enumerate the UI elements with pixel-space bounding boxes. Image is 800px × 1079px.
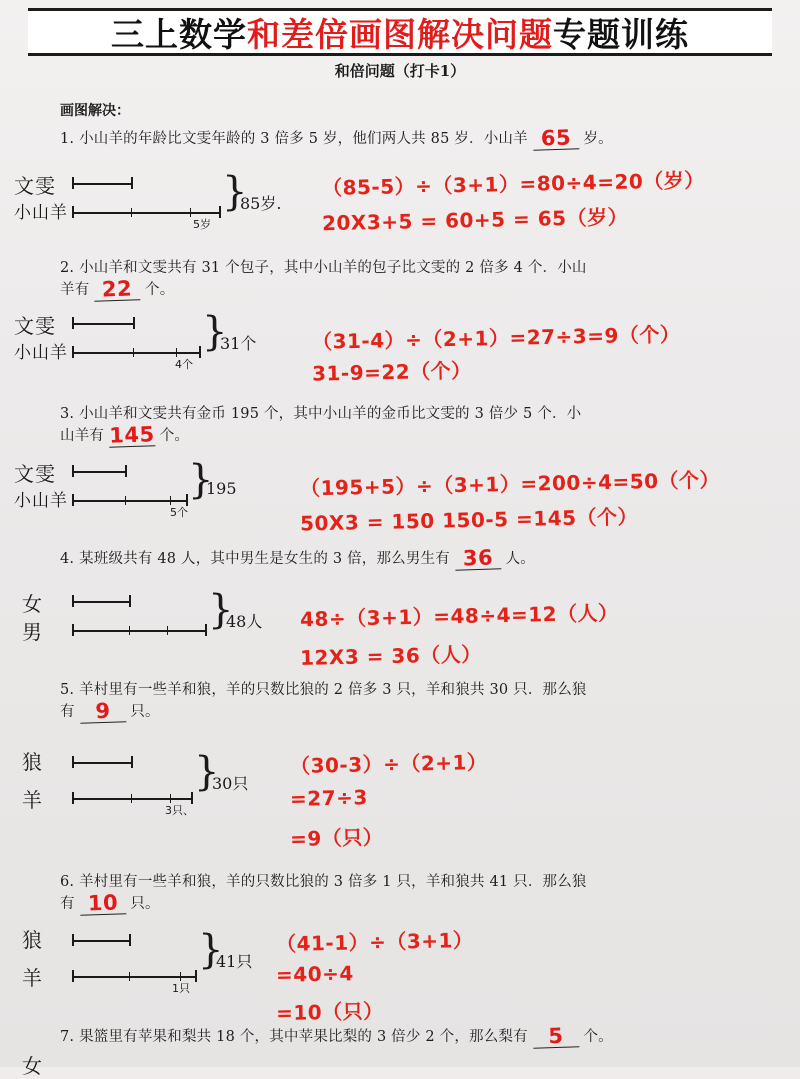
q7-number: 7. [60,1029,75,1045]
q5-text-line2: 有 [60,704,75,720]
diagram-3-seg-note: 5个 [170,506,188,519]
q2-work-line-1: （31-4）÷（2+1）=27÷3=9（个） [311,322,681,354]
diagram-5-brace: } [194,749,220,795]
q1-work-line-1: （85-5）÷（3+1）=80÷4=20（岁） [321,167,705,201]
q1-number: 1. [60,131,75,147]
diagram-3-brace-label: 195 [206,479,237,498]
q4-work-line-2: 12X3 = 36（人） [299,642,482,670]
diagram-6-brace-label: 41只 [216,952,253,971]
diagram-3-label-top: 文雯 [14,462,56,486]
diagram-2-seg-note: 4个 [175,358,193,371]
diagram-6 [10,918,290,996]
diagram-4 [10,588,290,660]
q3-text: 小山羊和文雯共有金币 195 个，其中小山羊的金币比文雯的 3 倍少 5 个．小 [79,406,582,422]
q1-answer[interactable]: 65 [532,127,579,151]
q1-text: 小山羊的年龄比文雯年龄的 3 倍多 5 岁，他们两人共 85 岁．小山羊 [79,131,528,147]
q3-answer[interactable]: 145 [108,422,155,448]
q3-number: 3. [60,406,75,422]
section-heading: 和倍问题（打卡1） [334,62,466,80]
title-part2: 专题训练 [553,14,689,54]
q6-work-line-3: =10（只） [275,998,384,1026]
q5-work-line-1: （30-3）÷（2+1） [289,749,488,779]
diagram-7 [10,1050,290,1078]
diagram-1-seg-note: 5岁 [193,218,211,231]
diagram-2 [10,310,290,382]
q5-text: 羊村里有一些羊和狼，羊的只数比狼的 2 倍多 3 只，羊和狼共 30 只．那么狼 [79,682,587,698]
q2-text-after: 个。 [145,282,175,298]
q5-text-after: 只。 [130,704,160,720]
page-title-banner [28,8,772,56]
question-7 [60,1023,760,1049]
diagram-6-seg-note: 1只 [172,982,190,995]
question-4 [60,545,760,571]
diagram-1-brace-label: 85岁. [240,194,282,213]
diagram-1-brace: } [222,169,248,215]
q6-work-line-2: =40÷4 [275,961,355,987]
question-2 [60,258,760,301]
diagram-6-label-top: 狼 [22,928,43,952]
q6-answer[interactable]: 10 [79,892,126,916]
diagram-6-brace: } [198,927,224,973]
q4-work-line-1: 48÷（3+1）=48÷4=12（人） [299,600,619,632]
sub-heading: 画图解决： [60,103,130,119]
q4-number: 4. [60,551,75,567]
diagram-4-brace: } [208,587,234,633]
q7-text-after: 个。 [583,1029,613,1045]
diagram-1 [10,170,290,242]
q3-text-after: 个。 [159,428,190,444]
q5-work-line-2: =27÷3 [289,785,369,811]
diagram-3-brace: } [188,457,214,503]
diagram-5-label-bottom: 羊 [22,788,43,812]
diagram-2-label-bottom: 小山羊 [14,343,68,363]
q6-text-after: 只。 [130,896,160,912]
title-highlight: 和差倍画图解决问题 [247,14,553,54]
diagram-1-label-top: 文雯 [14,174,56,198]
diagram-2-label-top: 文雯 [14,314,56,338]
q6-text-line2: 有 [60,896,75,912]
q1-work-line-2: 20X3+5 = 60+5 = 65（岁） [321,204,629,236]
diagram-5-seg-note: 3只、 [165,804,194,817]
q3-text-line2: 山羊有 [60,428,105,444]
question-1 [60,125,760,151]
question-5 [60,680,760,723]
q7-text: 果篮里有苹果和梨共 18 个，其中苹果比梨的 3 倍少 2 个，那么梨有 [79,1029,528,1045]
diagram-5 [10,740,290,818]
question-6 [60,872,760,915]
q2-work-line-2: 31-9=22（个） [311,358,472,386]
q3-work-line-1: （195+5）÷（3+1）=200÷4=50（个） [299,467,721,501]
q5-number: 5. [60,682,75,698]
q6-text: 羊村里有一些羊和狼，羊的只数比狼的 3 倍多 1 只，羊和狼共 41 只．那么狼 [79,874,587,890]
q5-work-line-3: =9（只） [289,825,384,851]
q4-text: 某班级共有 48 人，其中男生是女生的 3 倍，那么男生有 [79,551,450,567]
q6-number: 6. [60,874,75,890]
q1-text-after: 岁。 [583,131,613,147]
q2-number: 2. [60,260,75,276]
q6-work-line-1: （41-1）÷（3+1） [275,927,474,957]
diagram-7-label-top: 女 [22,1054,43,1078]
q4-answer[interactable]: 36 [454,547,501,571]
diagram-3 [10,458,290,530]
q2-answer[interactable]: 22 [94,278,141,302]
diagram-6-label-bottom: 羊 [22,966,43,990]
diagram-4-label-bottom: 男 [22,620,43,644]
q2-text-line2: 羊有 [60,282,90,298]
diagram-5-brace-label: 30只 [212,774,249,793]
diagram-3-label-bottom: 小山羊 [14,491,68,511]
diagram-1-label-bottom: 小山羊 [14,203,68,223]
diagram-5-label-top: 狼 [22,750,43,774]
q2-text: 小山羊和文雯共有 31 个包子，其中小山羊的包子比文雯的 2 倍多 4 个．小山 [79,260,587,276]
diagram-2-brace-label: 31个 [220,334,257,353]
question-3 [60,404,760,447]
q4-text-after: 人。 [505,551,536,567]
diagram-4-label-top: 女 [22,592,43,616]
title-part1: 三上数学 [111,14,247,54]
q5-answer[interactable]: 9 [79,700,126,724]
q7-answer[interactable]: 5 [532,1025,579,1049]
diagram-4-brace-label: 48人 [226,612,263,631]
diagram-2-brace: } [202,309,228,355]
q3-work-line-2: 50X3 = 150 150-5 =145（个） [299,504,639,536]
